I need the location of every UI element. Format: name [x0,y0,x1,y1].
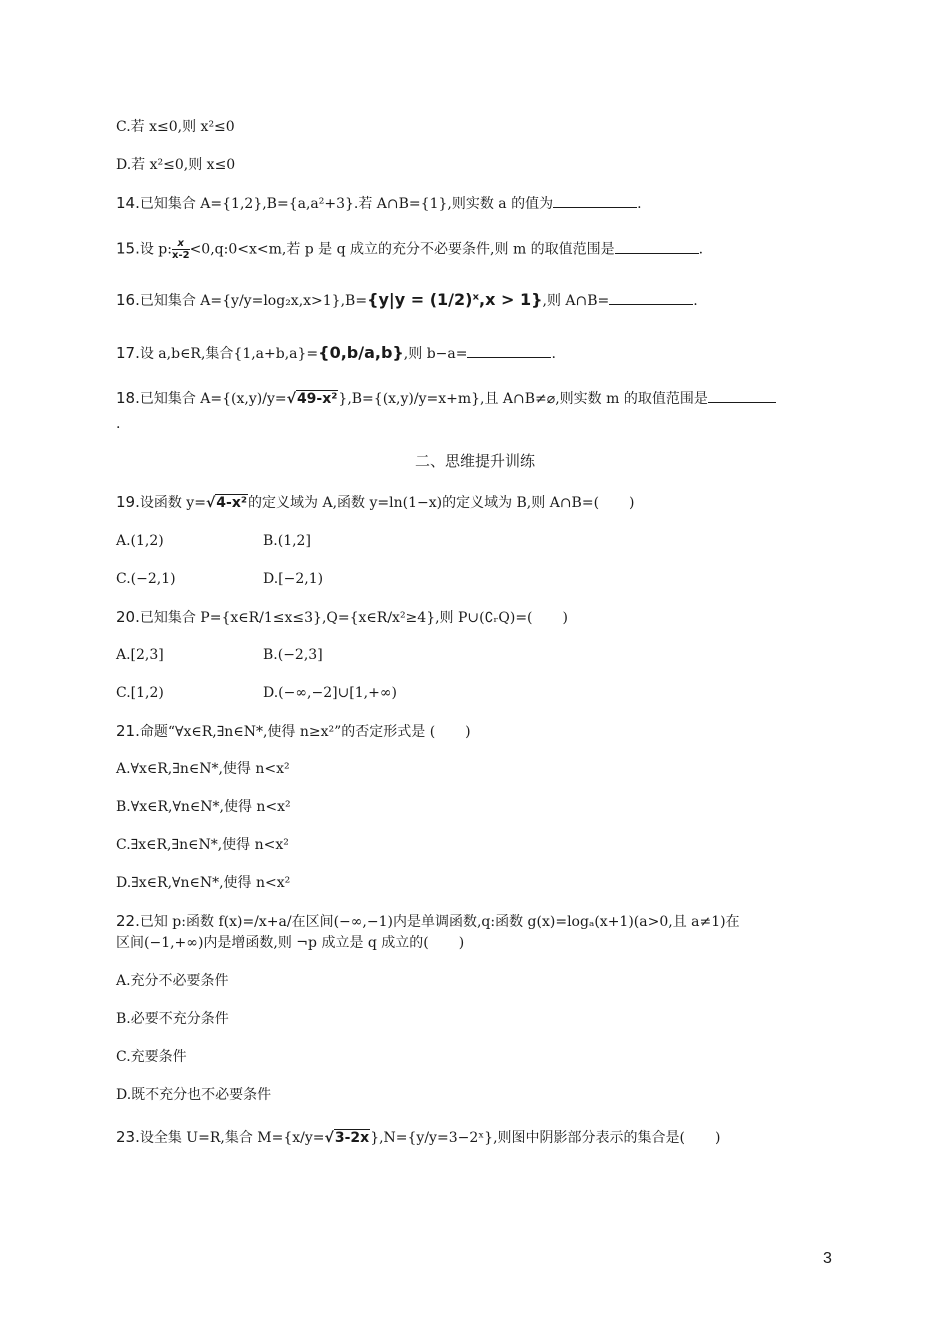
question-text: 命题“∀x∈R,∃n∈N*,使得 n≥x²”的否定形式是 ( [139,724,436,740]
question-text: ,则 A∩B= [542,293,610,309]
question-number: 22. [116,912,140,930]
question-19: 19.设函数 y=√4-x²的定义域为 A,函数 y=ln(1−x)的定义域为 B,则 A∩B=( ) [116,493,635,511]
option-a[interactable]: A.(1,2) [116,533,164,549]
question-text: 已知集合 P={x∈R/1≤x≤3},Q={x∈R/x²≥4},则 P∪(∁ᵣQ)=( [139,610,533,626]
sqrt-expression: √49-x² [286,391,338,407]
question-text: },N={y/y=3−2ˣ},则图中阴影部分表示的集合是( [370,1130,685,1146]
option-c[interactable]: C.∃x∈R,∃n∈N*,使得 n<x² [116,837,289,853]
option-d[interactable]: D.∃x∈R,∀n∈N*,使得 n<x² [116,875,291,891]
option-b[interactable]: B.必要不充分条件 [116,1011,229,1027]
question-number: 17. [116,344,140,362]
question-number: 19. [116,493,140,511]
question-text: 设 a,b∈R,集合{1,a+b,a}= [139,346,319,362]
option-b[interactable]: B.(−2,3] [263,647,323,663]
option-d[interactable]: D.(−∞,−2]∪[1,+∞) [263,685,397,701]
option-c[interactable]: C.充要条件 [116,1049,187,1065]
option-d[interactable]: D.[−2,1) [263,571,324,587]
question-text: 已知集合 A={1,2},B={a,a²+3}.若 A∩B={1},则实数 a 的值为 [139,196,554,212]
option-d: D.若 x²≤0,则 x≤0 [116,157,236,173]
answer-blank[interactable] [609,290,693,305]
option-b[interactable]: B.(1,2] [263,533,311,549]
question-text: 设 p: [139,241,172,258]
question-15: 15.设 p: $\frac{x}{x-2}$ <0,q:0<x<m,若 p 是 q 成立的充分不必要条件,则 m 的取值范围是 . [116,238,704,261]
question-text: 已知 p:函数 f(x)=/x+a/在区间(−∞,−1)内是单调函数,q:函数 g(x)=logₐ(x+1)(a>0,且 a≠1)在 [139,914,740,930]
section-heading: 二、思维提升训练 [414,452,535,470]
question-23: 23.设全集 U=R,集合 M={x/y=√3-2x},N={y/y=3−2ˣ},则图中阴影部分表示的集合是( ) [116,1128,721,1146]
question-text: 已知集合 A={(x,y)/y= [139,391,287,407]
question-text: 的定义域为 A,函数 y=ln(1−x)的定义域为 B,则 A∩B=( [248,495,600,511]
question-17: 17.设 a,b∈R,集合{1,a+b,a}={0,b/a,b},则 b−a= . [116,343,556,362]
option-c[interactable]: C.(−2,1) [116,571,176,587]
option-b[interactable]: B.∀x∈R,∀n∈N*,使得 n<x² [116,799,291,815]
sqrt-expression: √4-x² [205,495,248,511]
question-number: 23. [116,1128,140,1146]
answer-blank[interactable] [708,388,776,403]
question-number: 18. [116,389,140,407]
sqrt-expression: √3-2x [324,1130,370,1146]
question-14: 14.已知集合 A={1,2},B={a,a²+3}.若 A∩B={1},则实数 a 的值为 . [116,194,642,212]
question-text: },B={(x,y)/y=x+m},且 A∩B≠⌀,则实数 m 的取值范围是 [338,391,708,407]
question-18-continuation: . [116,416,121,432]
option-d[interactable]: D.既不充分也不必要条件 [116,1087,272,1103]
option-a[interactable]: A.[2,3] [116,647,164,663]
question-number: 16. [116,291,140,309]
answer-blank[interactable] [467,343,551,358]
question-text: 设全集 U=R,集合 M={x/y= [139,1130,325,1146]
answer-blank[interactable] [615,239,699,254]
question-22-continuation: 区间(−1,+∞)内是增函数,则 ¬p 成立是 q 成立的( ) [116,935,465,951]
question-number: 20. [116,608,140,626]
question-text: ,则 b−a= [403,346,468,362]
set-expression: {0,b/a,b} [318,343,404,362]
question-number: 15. [116,239,140,258]
set-expression: {y|y = (1/2)ˣ,x > 1} [367,290,543,309]
question-18 [116,388,776,409]
question-20: 20.已知集合 P={x∈R/1≤x≤3},Q={x∈R/x²≥4},则 P∪(∁ᵣQ)=( ) [116,608,568,626]
page-number: 3 [823,1250,832,1267]
fraction: $\frac{x}{x-2}$ [172,238,190,261]
question-number: 21. [116,722,140,740]
question-text: 已知集合 A={y/y=log₂x,x>1},B= [139,293,368,309]
question-21: 21.命题“∀x∈R,∃n∈N*,使得 n≥x²”的否定形式是 ( ) [116,722,471,740]
option-c[interactable]: C.[1,2) [116,685,164,701]
question-16: 16.已知集合 A={y/y=log₂x,x>1},B={y|y = (1/2)ˣ,x > 1},则 A∩B= . [116,290,698,309]
option-a[interactable]: A.充分不必要条件 [116,973,229,989]
question-text: 设函数 y= [139,495,206,511]
answer-blank[interactable] [553,193,637,208]
question-number: 14. [116,194,140,212]
option-a[interactable]: A.∀x∈R,∃n∈N*,使得 n<x² [116,761,290,777]
question-text: <0,q:0<x<m,若 p 是 q 成立的充分不必要条件,则 m 的取值范围是 [189,241,615,258]
question-22 [116,911,740,932]
option-c: C.若 x≤0,则 x²≤0 [116,119,235,135]
